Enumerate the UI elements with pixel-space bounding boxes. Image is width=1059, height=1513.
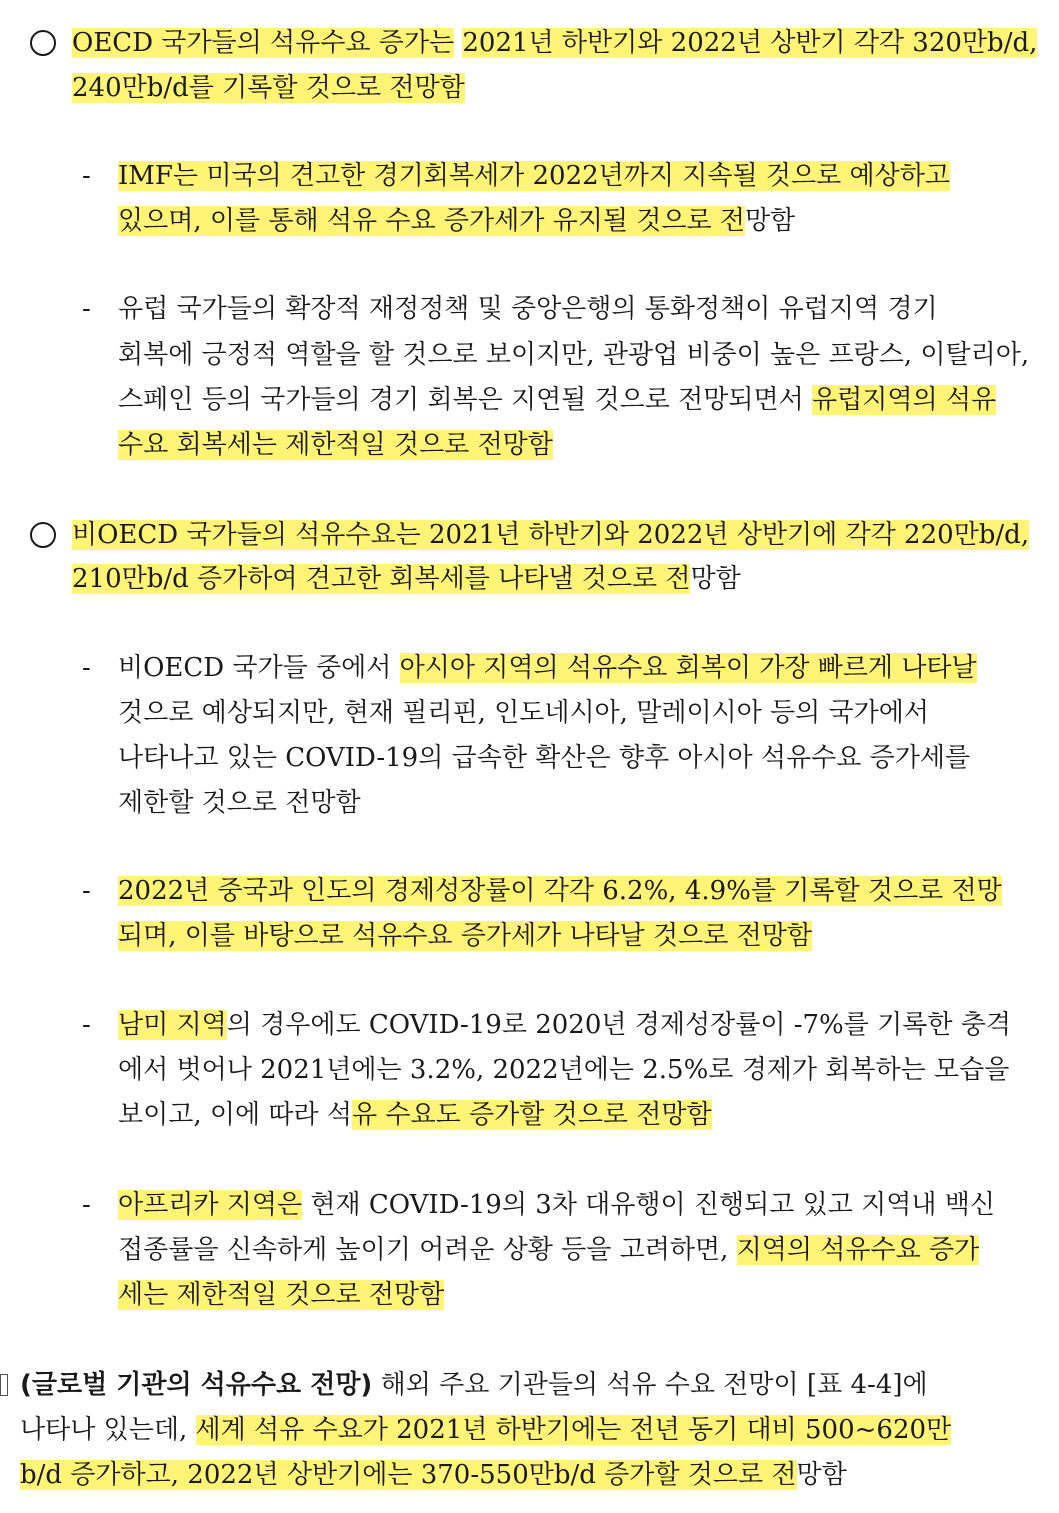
highlighted-text: 2022년 중국과 인도의 경제성장률이 각각 6.2%, 4.9%를 기록할 것으로 전망 — [118, 876, 1002, 906]
highlighted-text: 240만b/d를 기록할 것으로 전망함 — [72, 73, 465, 103]
text-line — [20, 1363, 1050, 1407]
text-line: 제한할 것으로 전망함 — [118, 788, 361, 818]
text-line — [72, 66, 1057, 110]
plain-text: 현재 COVID-19의 3차 대유행이 진행되고 있고 지역내 백신 — [302, 1190, 995, 1220]
highlighted-text: 210만b/d 증가하여 견고한 회복세를 나타낼 것으로 전 — [72, 564, 691, 594]
highlighted-text: 세는 제한적일 것으로 전망함 — [118, 1280, 445, 1310]
text-line — [118, 1273, 1048, 1317]
text-line — [72, 21, 1057, 65]
text-line — [118, 646, 1048, 690]
text-line — [118, 1183, 1048, 1227]
text-line: 것으로 예상되지만, 현재 필리핀, 인도네시아, 말레이시아 등의 국가에서 — [118, 698, 930, 728]
text-line — [118, 199, 1048, 243]
plain-text: 의 경우에도 COVID-19로 2020년 경제성장률이 -7%를 기록한 충격 — [226, 1010, 1011, 1040]
text-line — [118, 378, 1048, 422]
highlighted-text: 되며, 이를 바탕으로 석유수요 증가세가 나타날 것으로 전망함 — [118, 921, 813, 951]
plain-text: 망함 — [690, 564, 741, 594]
plain-text: 스페인 등의 국가들의 경기 회복은 지연될 것으로 전망되면서 — [118, 385, 813, 415]
highlighted-text: b/d 증가하고, 2022년 상반기에는 370-550만b/d 증가할 것으로 전 — [20, 1460, 797, 1490]
text-line — [118, 1003, 1048, 1047]
highlighted-text: 지역의 석유수요 증가 — [736, 1235, 980, 1265]
highlighted-text: OECD 국가들의 석유수요 증가는 — [72, 28, 455, 58]
text-line — [118, 1228, 1048, 1272]
highlighted-text: 있으며, 이를 통해 석유 수요 증가세가 유지될 것으로 전 — [118, 206, 745, 236]
circle-bullet-icon — [30, 522, 56, 548]
text-line: 에서 벗어나 2021년에는 3.2%, 2022년에는 2.5%로 경제가 회복하는 모습을 — [118, 1055, 1010, 1085]
plain-text: 해외 주요 기관들의 석유 수요 전망이 [표 4-4]에 — [372, 1370, 928, 1400]
text-line — [118, 423, 1048, 467]
dash-bullet: - — [82, 876, 91, 906]
text-line — [72, 557, 1057, 601]
highlighted-text: 2021년 하반기와 2022년 상반기 각각 320만b/d, — [462, 28, 1038, 58]
highlighted-text: 유럽지역의 석유 — [812, 385, 997, 415]
highlighted-text: 세계 석유 수요가 2021년 하반기에는 전년 동기 대비 500~620만 — [195, 1415, 952, 1445]
section-heading: (글로벌 기관의 석유수요 전망) — [20, 1370, 373, 1400]
highlighted-text: 아시아 지역의 석유수요 회복이 가장 빠르게 나타날 — [399, 653, 977, 683]
text-line: 유럽 국가들의 확장적 재정정책 및 중앙은행의 통화정책이 유럽지역 경기 — [118, 294, 938, 324]
highlighted-text: 수요 회복세는 제한적일 것으로 전망함 — [118, 430, 553, 460]
text-line — [118, 154, 1048, 198]
square-bullet-icon — [0, 1374, 8, 1396]
dash-bullet: - — [82, 161, 91, 191]
text-line — [20, 1453, 1050, 1497]
dash-bullet: - — [82, 1010, 91, 1040]
highlighted-text: 아프리카 지역은 — [118, 1190, 303, 1220]
highlighted-text: 유 수요도 증가할 것으로 전망함 — [352, 1100, 712, 1130]
plain-text: 보이고, 이에 따라 석 — [118, 1100, 352, 1130]
plain-text: 망함 — [796, 1460, 847, 1490]
dash-bullet: - — [82, 653, 91, 683]
dash-bullet: - — [82, 1190, 91, 1220]
text-line: 나타나고 있는 COVID-19의 급속한 확산은 향후 아시아 석유수요 증가세를 — [118, 743, 971, 773]
text-line — [118, 914, 1048, 958]
plain-text: 접종률을 신속하게 높이기 어려운 상황 등을 고려하면, — [118, 1235, 737, 1265]
plain-text: 나타나 있는데, — [20, 1415, 196, 1445]
highlighted-text: 비OECD 국가들의 석유수요는 2021년 하반기와 2022년 상반기에 각각 220만b/d, — [72, 520, 1030, 550]
text-line — [118, 1093, 1048, 1137]
highlighted-text: 남미 지역 — [118, 1010, 227, 1040]
text-line — [72, 513, 1057, 557]
dash-bullet: - — [82, 294, 91, 324]
text-line: 회복에 긍정적 역할을 할 것으로 보이지만, 관광업 비중이 높은 프랑스, 이탈리아, — [118, 340, 1030, 370]
text-line — [118, 869, 1048, 913]
plain-text: 비OECD 국가들 중에서 — [118, 653, 400, 683]
highlighted-text: IMF는 미국의 견고한 경기회복세가 2022년까지 지속될 것으로 예상하고 — [118, 161, 950, 191]
circle-bullet-icon — [30, 30, 56, 56]
plain-text: 망함 — [744, 206, 796, 236]
text-line — [20, 1408, 1050, 1452]
